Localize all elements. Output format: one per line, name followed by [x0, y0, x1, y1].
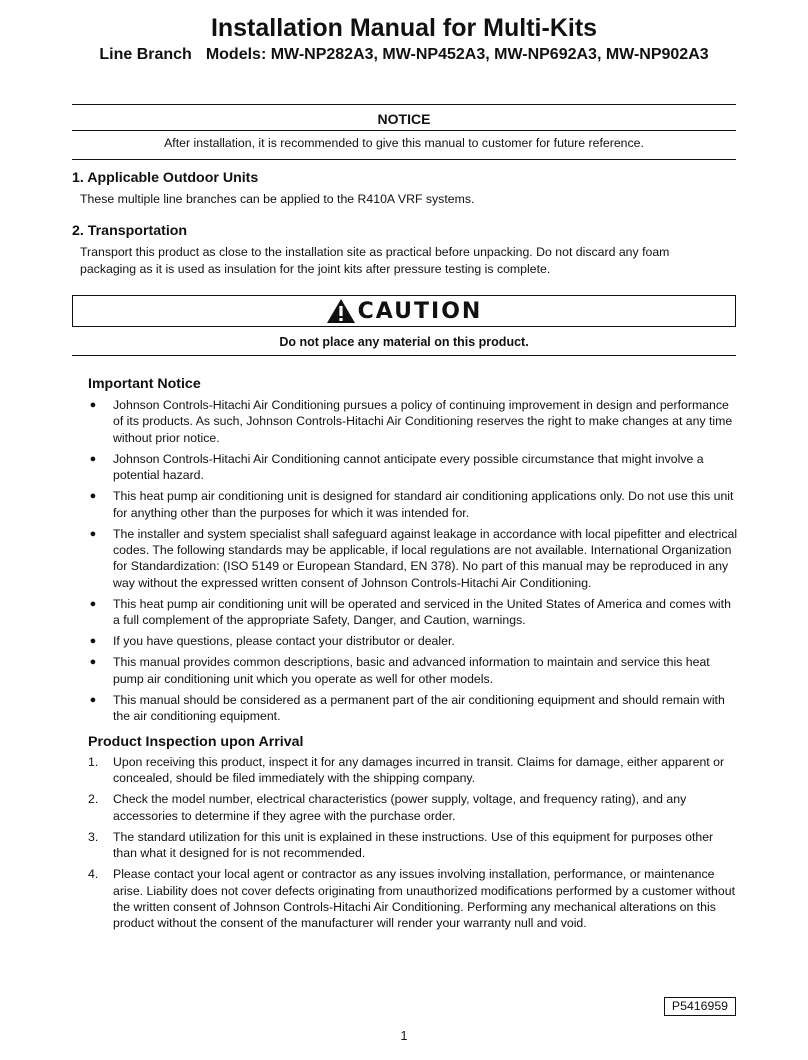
item-number: 3.	[88, 829, 99, 844]
bullet-icon: ●	[89, 399, 97, 411]
notice-top-rule	[72, 104, 736, 105]
list-item: ● This manual provides common descriptions, basic and advanced information to maintain and service this heat pump air conditioning unit which you operate as well for other models.	[89, 655, 710, 686]
bullet-icon: ●	[89, 527, 97, 540]
bullet-icon: ●	[89, 597, 97, 610]
bullet-icon: ●	[89, 452, 97, 465]
section-2-heading: 2. Transportation	[72, 223, 188, 239]
notice-bottom-rule	[72, 159, 736, 160]
list-item: ● The installer and system specialist shall safeguard against leakage in accordance with local pipefitter and electrical codes. The following standards may be applicable, if local regulations are not available. International Organization for Standardization: (ISO 5149 or European Standard, EN 378). No part of this manual may be reproduced in any way without the expressed written consent of Johnson Controls-Hitachi Air Conditioning.	[89, 526, 738, 590]
document-subtitle	[0, 46, 808, 64]
bullet-icon: ●	[89, 635, 97, 648]
page-number: 1	[400, 1029, 408, 1043]
notice-mid-rule	[72, 130, 736, 131]
list-item: ● This heat pump air conditioning unit is designed for standard air conditioning applications only. Do not use this unit for anything other than the purposes for which it was intended for.	[89, 489, 734, 520]
notice-text: After installation, it is recommended to give this manual to customer for future reference.	[164, 136, 644, 150]
important-notice-heading: Important Notice	[88, 376, 201, 392]
list-item: 4. Please contact your local agent or contractor as any issues involving installation, performance, or maintenance arise. Liability does not cover defects originating from unauthorized modifications performed by a customer without the written consent of Johnson Controls-Hitachi Air Conditioning. Performing any mechanical alterations on this product without the consent of the manufacturer will render your warranty null and void.	[88, 867, 735, 931]
section-2-line-2: packaging as it is used as insulation for the joint kits after pressure testing is complete.	[80, 261, 551, 276]
list-item: 1. Upon receiving this product, inspect it for any damages incurred in transit. Claims for damage, either apparent or concealed, should be filed immediately with the shipping company.	[88, 755, 725, 786]
list-item: ● Johnson Controls-Hitachi Air Conditioning cannot anticipate every possible circumstance that might involve a potential hazard.	[89, 451, 704, 483]
section-1-heading: 1. Applicable Outdoor Units	[72, 170, 259, 186]
caution-word: CAUTION	[357, 298, 483, 324]
bullet-icon: ●	[89, 693, 97, 706]
caution-bottom-rule	[72, 355, 736, 356]
warning-triangle-icon	[326, 298, 356, 324]
subtitle-models: Models: MW-NP282A3, MW-NP452A3, MW-NP692A3, MW-NP902A3	[205, 46, 709, 63]
product-inspection-list	[88, 754, 738, 936]
item-number: 2.	[88, 792, 99, 807]
bullet-icon: ●	[89, 656, 97, 669]
section-2-line-1: Transport this product as close to the installation site as practical before unpacking. Do not discard any foam	[80, 245, 670, 259]
list-item: ● This manual should be considered as a permanent part of the air conditioning equipment and should remain with the air conditioning equipment.	[89, 692, 725, 724]
item-number: 4.	[88, 867, 99, 882]
document-number-box: P5416959	[664, 997, 736, 1016]
subtitle-line-branch: Line Branch	[99, 46, 192, 63]
list-item: ● If you have questions, please contact your distributor or dealer.	[89, 634, 455, 649]
section-2-text	[80, 244, 730, 277]
list-item: 3. The standard utilization for this unit is explained in these instructions. Use of this equipment for purposes other than what it designed for is not recommended.	[88, 829, 714, 861]
caution-text: Do not place any material on this product.	[279, 335, 529, 349]
item-number: 1.	[88, 755, 99, 769]
caution-box	[72, 295, 736, 327]
list-item: 2. Check the model number, electrical characteristics (power supply, voltage, and frequency rating), and any accessories to determine if they agree with the purchase order.	[88, 792, 687, 823]
document-title: Installation Manual for Multi-Kits	[210, 14, 598, 42]
notice-heading: NOTICE	[377, 111, 431, 127]
bullet-icon: ●	[89, 490, 97, 503]
section-1-text: These multiple line branches can be applied to the R410A VRF systems.	[80, 192, 475, 206]
list-item: ● This heat pump air conditioning unit will be operated and serviced in the United States of America and comes with a full complement of the appropriate Safety, Danger, and Caution, warnings.	[89, 596, 731, 628]
product-inspection-heading: Product Inspection upon Arrival	[88, 734, 304, 750]
important-notice-list	[88, 397, 738, 729]
list-item: ● Johnson Controls-Hitachi Air Conditioning pursues a policy of continuing improvement in design and performance of its products. As such, Johnson Controls-Hitachi Air Conditioning reserves the right to make changes at any time without prior notice.	[89, 398, 733, 445]
